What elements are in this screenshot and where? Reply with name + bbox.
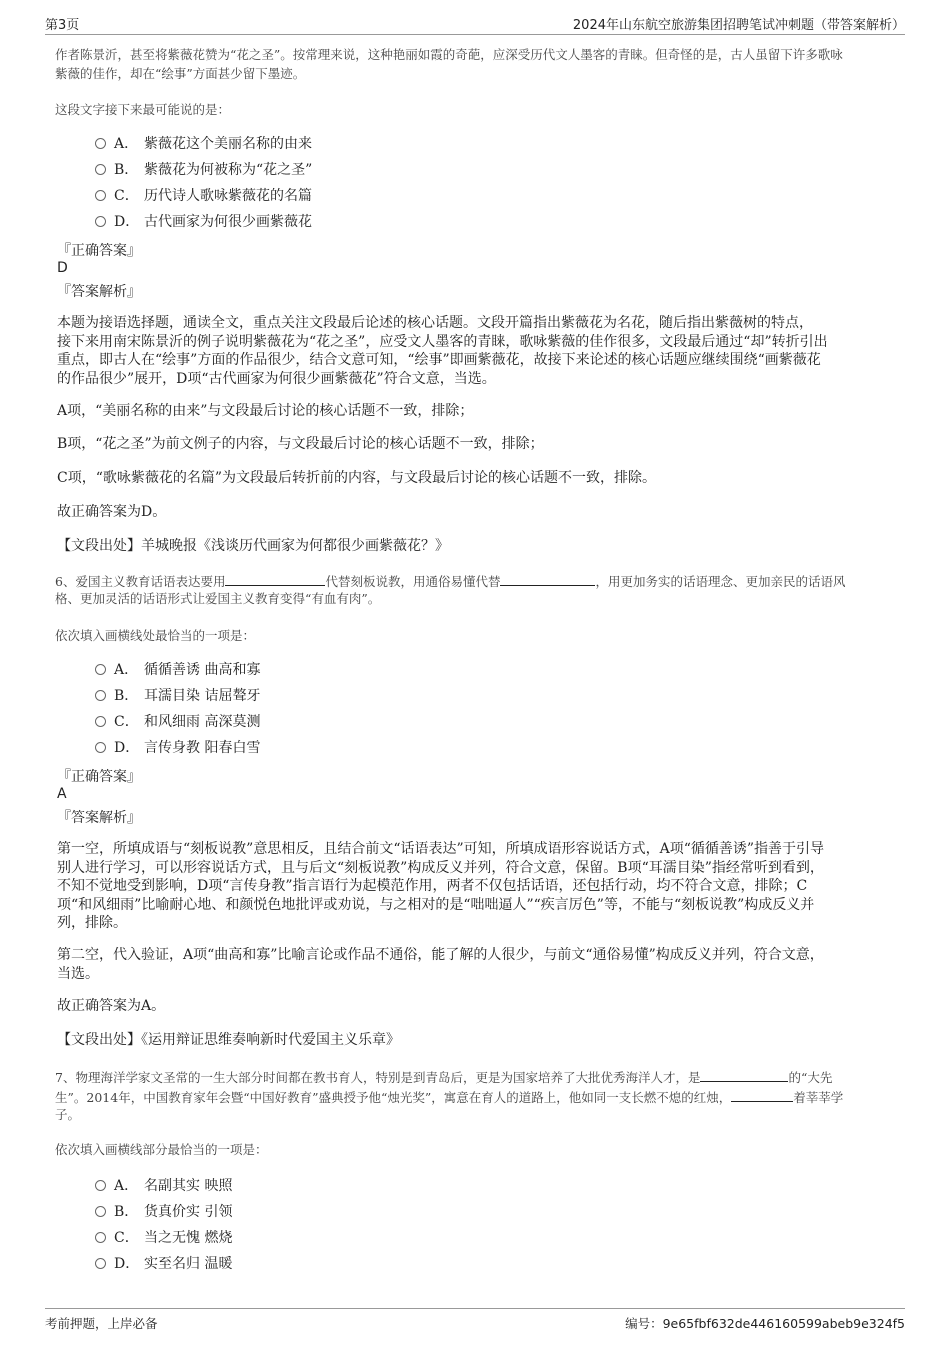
- document-title: 2024年山东航空旅游集团招聘笔试冲刺题（带答案解析）: [572, 18, 905, 33]
- blank-1: [225, 571, 325, 586]
- q5-exclude-a: A项，“美丽名称的由来”与文段最后讨论的核心话题不一致，排除；: [57, 403, 474, 419]
- q7-option-b[interactable]: B． 货真价实 引领: [95, 1201, 232, 1223]
- radio-icon[interactable]: [95, 1180, 106, 1191]
- radio-icon[interactable]: [95, 664, 106, 675]
- q6-source: 【文段出处】《运用辩证思维奏响新时代爱国主义乐章》: [57, 1032, 400, 1048]
- radio-icon[interactable]: [95, 1258, 106, 1269]
- q5-exclude-b: B项，“花之圣”为前文例子的内容，与文段最后讨论的核心话题不一致，排除；: [57, 436, 544, 452]
- q6-prompt: 依次填入画横线处最恰当的一项是：: [55, 628, 256, 643]
- q6-option-d[interactable]: D． 言传身教 阳春白雪: [95, 737, 260, 759]
- document-id: 编号：9e65fbf632de446160599abeb9e324f5: [625, 1316, 905, 1331]
- radio-icon[interactable]: [95, 742, 106, 753]
- radio-icon[interactable]: [95, 138, 106, 149]
- q5-prompt: 这段文字接下来最可能说的是：: [55, 102, 231, 117]
- q6-option-a[interactable]: A． 循循善诱 曲高和寡: [95, 659, 260, 681]
- q7-option-c[interactable]: C． 当之无愧 燃烧: [95, 1227, 232, 1249]
- q7-prompt: 依次填入画横线部分最恰当的一项是：: [55, 1142, 268, 1157]
- page-number: 第3页: [45, 18, 80, 33]
- q7-option-a[interactable]: A． 名副其实 映照: [95, 1175, 232, 1197]
- q6-stem-line2: 格、更加灵活的话语形式让爱国主义教育变得“有血有肉”。: [55, 591, 381, 606]
- q5-analysis-label: 『答案解析』: [57, 284, 141, 300]
- q5-option-b[interactable]: B． 紫薇花为何被称为“花之圣”: [95, 159, 312, 181]
- q5-conclusion: 故正确答案为D。: [57, 504, 167, 520]
- footer-slogan: 考前押题，上岸必备: [45, 1316, 158, 1331]
- radio-icon[interactable]: [95, 216, 106, 227]
- q5-analysis-paragraph: 本题为接语选择题，通读全文，重点关注文段最后论述的核心话题。文段开篇指出紫薇花为名花，随后指出紫薇树的特点， 接下来用南宋陈景沂的例子说明紫薇花为“花之圣”，应受文人墨客的青睐，歌咏紫薇的佳作很多，文段最后通过“却”转折引出 重点，即古人在“绘事”方面的作品很少，结合文意可知，“绘事”即画紫薇花，故接下来论述的核心话题应继续围绕“画紫薇花 的作品很少”展开，D项“古代画家为何很少画紫薇花”符合文意，当选。: [57, 315, 828, 387]
- blank-2: [731, 1087, 793, 1102]
- radio-icon[interactable]: [95, 690, 106, 701]
- q5-answer: D: [57, 260, 68, 276]
- q6-option-c[interactable]: C． 和风细雨 高深莫测: [95, 711, 260, 733]
- q7-stem-line3: 子。: [55, 1107, 81, 1122]
- q5-answer-label: 『正确答案』: [57, 243, 141, 259]
- q6-conclusion: 故正确答案为A。: [57, 998, 166, 1014]
- q5-passage-line2: 紫薇的佳作，却在“绘事”方面甚少留下墨迹。: [55, 66, 306, 81]
- q5-option-d[interactable]: D． 古代画家为何很少画紫薇花: [95, 211, 312, 233]
- radio-icon[interactable]: [95, 1232, 106, 1243]
- q5-option-c[interactable]: C． 历代诗人歌咏紫薇花的名篇: [95, 185, 312, 207]
- blank-1: [700, 1067, 788, 1082]
- page-header: [45, 14, 905, 35]
- radio-icon[interactable]: [95, 716, 106, 727]
- q6-answer: A: [57, 786, 67, 802]
- q5-exclude-c: C项，“歌咏紫薇花的名篇”为文段最后转折前的内容，与文段最后讨论的核心话题不一致，排除。: [57, 470, 657, 486]
- q6-stem-line1: 6、爱国主义教育话语表达要用 代替刻板说教，用通俗易懂代替 ，用更加务实的话语理念、更加亲民的话语风: [55, 571, 846, 591]
- q5-passage-line1: 作者陈景沂，甚至将紫薇花赞为“花之圣”。按常理来说，这种艳丽如霞的奇葩，应深受历代文人墨客的青睐。但奇怪的是，古人虽留下许多歌咏: [55, 47, 843, 62]
- q5-source: 【文段出处】羊城晚报《浅谈历代画家为何都很少画紫薇花？》: [57, 538, 449, 554]
- radio-icon[interactable]: [95, 1206, 106, 1217]
- blank-2: [500, 571, 595, 586]
- q7-stem-line1: 7、物理海洋学家文圣常的一生大部分时间都在教书育人，特别是到青岛后，更是为国家培养了大批优秀海洋人才，是 的“大先: [55, 1067, 832, 1087]
- q5-option-a[interactable]: A． 紫薇花这个美丽名称的由来: [95, 133, 312, 155]
- q6-analysis-paragraph-1: 第一空，所填成语与“刻板说教”意思相反，且结合前文“话语表达”可知，所填成语形容说话方式，A项“循循善诱”指善于引导 别人进行学习，可以形容说话方式，且与后文“刻板说教”构成反义并列，符合文意，保留。B项“耳濡目染”指经常听到看到， 不知不觉地受到影响，D项“言传身教”指言语行为起模范作用，两者不仅包括话语，还包括行动，均不符合文意，排除；C 项“和风细雨”比喻耐心地、和颜悦色地批评或劝说，与之相对的是“咄咄逼人”“疾言厉色”等，不能与“刻板说教”构成反义并 列，排除。: [57, 841, 825, 931]
- q6-option-b[interactable]: B． 耳濡目染 诘屈聱牙: [95, 685, 260, 707]
- page-footer: [45, 1308, 905, 1331]
- radio-icon[interactable]: [95, 190, 106, 201]
- q7-option-d[interactable]: D． 实至名归 温暖: [95, 1253, 232, 1275]
- radio-icon[interactable]: [95, 164, 106, 175]
- q6-analysis-paragraph-2: 第二空，代入验证，A项“曲高和寡”比喻言论或作品不通俗，能了解的人很少，与前文“通俗易懂”构成反义并列，符合文意， 当选。: [57, 947, 824, 982]
- q6-analysis-label: 『答案解析』: [57, 810, 141, 826]
- q6-answer-label: 『正确答案』: [57, 769, 141, 785]
- q7-stem-line2: 生”。2014年，中国教育家年会暨“中国好教育”盛典授予他“烛光奖”，寓意在育人的道路上，他如同一支长燃不熄的红烛， 着莘莘学: [55, 1087, 843, 1107]
